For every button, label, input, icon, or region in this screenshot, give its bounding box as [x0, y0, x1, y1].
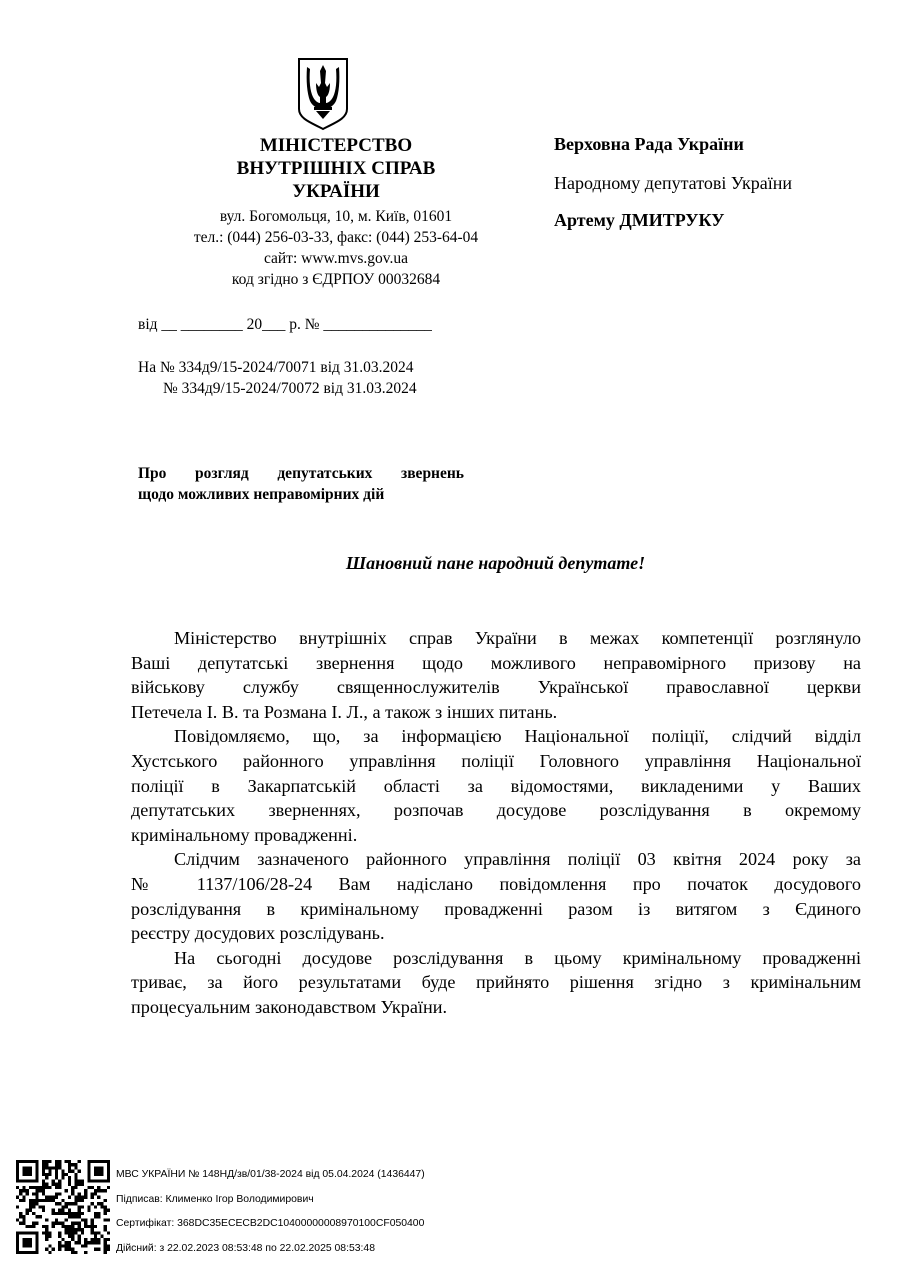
signature-certificate: Сертифікат: 368DC35ECECB2DC10400000008970100CF050400: [116, 1218, 425, 1229]
qr-code-icon: [16, 1160, 110, 1254]
body-line: розслідування в кримінальному провадженні разом із витягом з Єдиного: [131, 898, 861, 919]
ministry-site: сайт: www.mvs.gov.ua: [263, 250, 409, 267]
body-line: На сьогодні досудове розслідування в цьому кримінальному провадженні: [174, 947, 861, 968]
body-line: Слідчим зазначеного районного управління поліції 03 квітня 2024 року за: [174, 849, 861, 870]
ministry-name: [160, 134, 512, 203]
body-line: кримінальному провадженні.: [131, 824, 358, 845]
ministry-address: вул. Богомольця, 10, м. Київ, 01601: [219, 208, 453, 225]
letter-subject: [138, 463, 464, 505]
body-line: Ваші депутатські звернення щодо можливого неправомірного призову на: [131, 652, 861, 673]
trident-emblem-icon: [296, 57, 350, 131]
body-line: військову службу священнослужителів Української православної церкви: [131, 677, 861, 698]
signature-doc-registration: МВС УКРАЇНИ № 148НД/зв/01/38-2024 від 05.04.2024 (1436447): [116, 1169, 425, 1180]
body-line: реєстру досудових розслідувань.: [131, 923, 385, 944]
signature-signer: Підписав: Клименко Ігор Володимирович: [116, 1193, 314, 1205]
reference-numbers: [138, 357, 417, 399]
ministry-phones: тел.: (044) 256-03-33, факс: (044) 253-64-04: [193, 229, 479, 246]
signature-validity: Дійсний: з 22.02.2023 08:53:48 по 22.02.2025 08:53:48: [116, 1242, 375, 1254]
digital-signature-info: [116, 1163, 425, 1261]
letter-body: [131, 626, 861, 1020]
body-paragraph: [131, 724, 861, 847]
body-line: Хустського районного управління поліції Головного управління Національної: [131, 750, 861, 771]
subject-line: Про розгляд депутатських звернень: [138, 465, 464, 482]
reference-line: № 334д9/15-2024/70072 від 31.03.2024: [163, 380, 417, 397]
body-line: Петечела І. В. та Розмана І. Л., а також з інших питань.: [131, 701, 558, 722]
body-line: триває, за його результатами буде прийнято рішення згідно з кримінальним: [131, 972, 861, 993]
body-paragraph: [131, 847, 861, 945]
reference-line: На № 334д9/15-2024/70071 від 31.03.2024: [138, 359, 414, 376]
ministry-name-line: УКРАЇНИ: [292, 181, 380, 202]
addressee-position: Народному депутатові України: [554, 173, 792, 193]
body-line: процесуальним законодавством України.: [131, 996, 447, 1017]
body-line: Міністерство внутрішніх справ України в межах компетенції розглянуло: [174, 628, 861, 648]
body-paragraph: [131, 946, 861, 1020]
addressee-block: [554, 132, 792, 232]
body-line: Повідомляємо, що, за інформацією Національної поліції, слідчий відділ: [174, 726, 861, 747]
salutation: Шановний пане народний депутате!: [345, 553, 646, 573]
registration-line: від __ ________ 20___ р. № ______________: [138, 316, 432, 333]
body-line: № 1137/106/28-24 Вам надіслано повідомлення про початок досудового: [131, 873, 861, 894]
ministry-name-line: ВНУТРІШНІХ СПРАВ: [236, 158, 436, 179]
body-line: депутатських зверненнях, розпочав досудове розслідування в окремому: [131, 800, 861, 821]
ministry-name-line: МІНІСТЕРСТВО: [259, 135, 413, 156]
ministry-contacts: [150, 206, 522, 290]
ministry-edrpou: код згідно з ЄДРПОУ 00032684: [231, 271, 441, 288]
addressee-name: Артему ДМИТРУКУ: [554, 210, 725, 230]
addressee-organization: Верховна Рада України: [554, 134, 744, 154]
body-paragraph: [131, 626, 861, 724]
subject-line: щодо можливих неправомірних дій: [138, 486, 385, 503]
body-line: поліції в Закарпатській області за відомостями, викладеними у Ваших: [131, 775, 861, 796]
